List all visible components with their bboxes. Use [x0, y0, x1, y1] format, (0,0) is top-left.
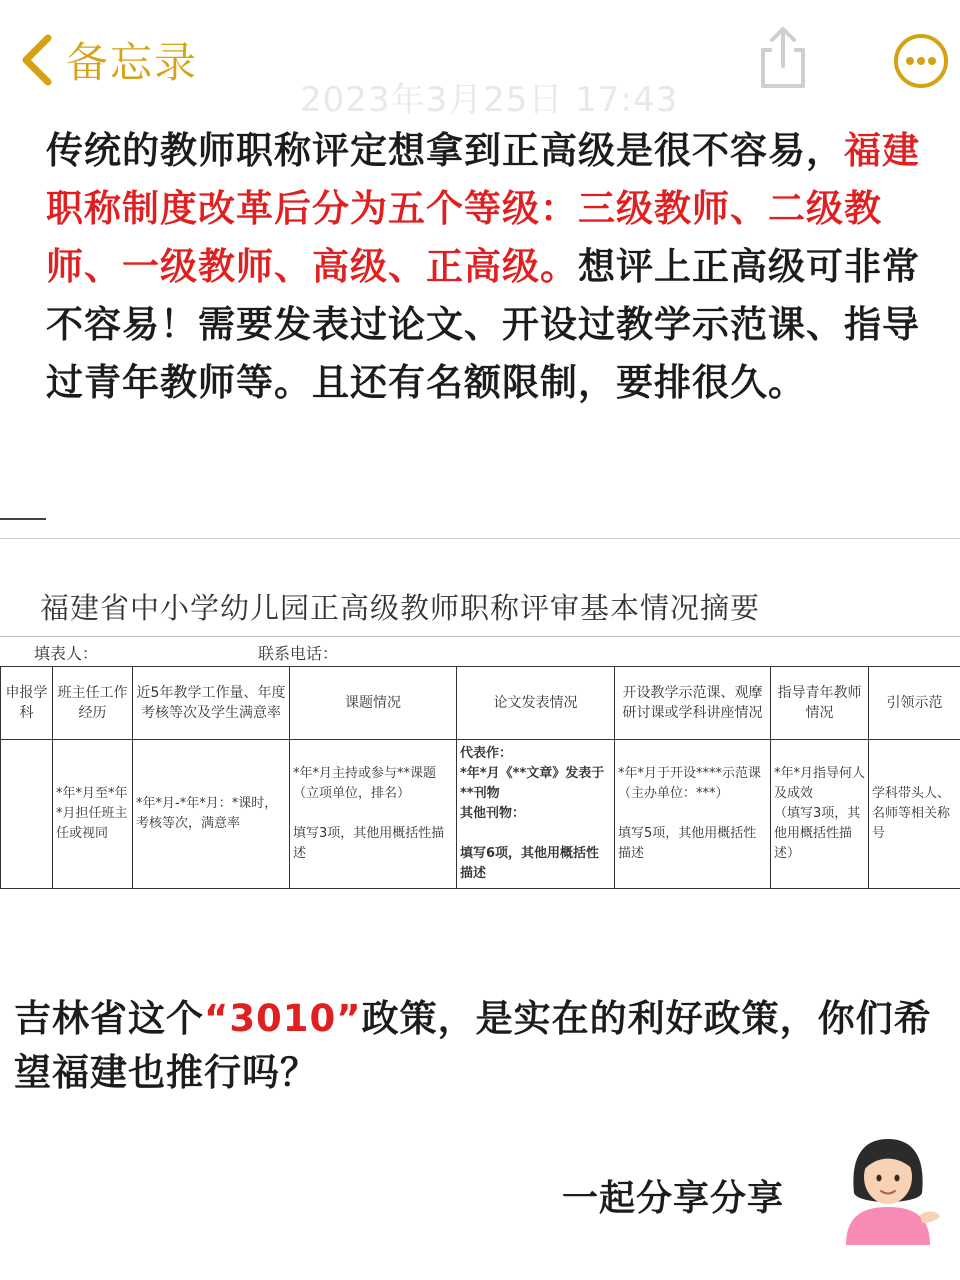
table-header-cell: 开设教学示范课、观摩研讨课或学科讲座情况 — [615, 667, 771, 740]
table-header-cell: 指导青年教师情况 — [771, 667, 869, 740]
closing-post: 政策，是实在的利好政策，你们希望福建也推行吗？ — [14, 997, 932, 1094]
table-cell: 代表作： *年*月《**文章》发表于**刊物 其他刊物： 填写6项，其他用概括性描述 — [457, 740, 615, 889]
table-row — [1, 740, 960, 889]
table-header-cell: 班主任工作经历 — [53, 667, 133, 740]
table-cell — [1, 740, 53, 889]
table-header-cell: 论文发表情况 — [457, 667, 615, 740]
back-label: 备忘录 — [66, 38, 199, 87]
table-cell: 学科带头人、名师等相关称号 — [869, 740, 960, 889]
form-title-rule — [0, 636, 960, 637]
chevron-left-icon — [20, 32, 54, 88]
person-tipping-hand-emoji — [836, 1133, 942, 1249]
more-icon — [893, 33, 949, 89]
divider — [0, 538, 960, 539]
back-button[interactable] — [20, 30, 198, 90]
table-cell: *年*月指导何人及成效 （填写3项，其他用概括性描述） — [771, 740, 869, 889]
intro-highlight: 福建职称制度改革后分为五个等级：三级教师、二级教师、一级教师、高级、正高级。 — [46, 129, 920, 288]
intro-paragraph — [46, 122, 936, 412]
share-button[interactable] — [755, 26, 811, 94]
table-header-cell: 近5年教学工作量、年度考核等次及学生满意率 — [133, 667, 290, 740]
form-table — [0, 666, 960, 889]
table-header-cell: 引领示范 — [869, 667, 960, 740]
form-fill-person-label: 填表人： — [34, 644, 99, 663]
form-phone-label: 联系电话： — [258, 644, 339, 663]
closing-pre: 吉林省这个 — [14, 997, 204, 1040]
table-header-cell: 申报学科 — [1, 667, 53, 740]
table-header-row — [1, 667, 960, 740]
closing-paragraph — [14, 992, 944, 1100]
intro-line1: 传统的教师职称评定想拿到正高级是很不容易， — [46, 129, 844, 172]
table-cell: *年*月至*年*月担任班主任或视同 — [53, 740, 133, 889]
share-icon — [755, 26, 811, 90]
note-timestamp: 2023年3月25日 17:43 — [300, 80, 679, 120]
signoff-text: 一起分享分享 — [562, 1178, 785, 1219]
table-header-cell: 课题情况 — [290, 667, 457, 740]
more-button[interactable] — [893, 33, 949, 89]
table-cell: *年*月-*年*月：*课时，考核等次，满意率 — [133, 740, 290, 889]
closing-highlight: “3010” — [204, 997, 362, 1040]
intro-rest: 想评上正高级可非常不容易！需要发表过论文、开设过教学示范课、指导过青年教师等。且还有名额限制，要排很久。 — [46, 245, 920, 404]
divider-short — [0, 518, 46, 520]
form-title: 福建省中小学幼儿园正高级教师职称评审基本情况摘要 — [40, 591, 761, 625]
nav-bar — [0, 0, 960, 120]
table-cell: *年*月主持或参与**课题（立项单位，排名） 填写3项，其他用概括性描述 — [290, 740, 457, 889]
table-cell: *年*月于开设****示范课（主办单位：***） 填写5项，其他用概括性描述 — [615, 740, 771, 889]
